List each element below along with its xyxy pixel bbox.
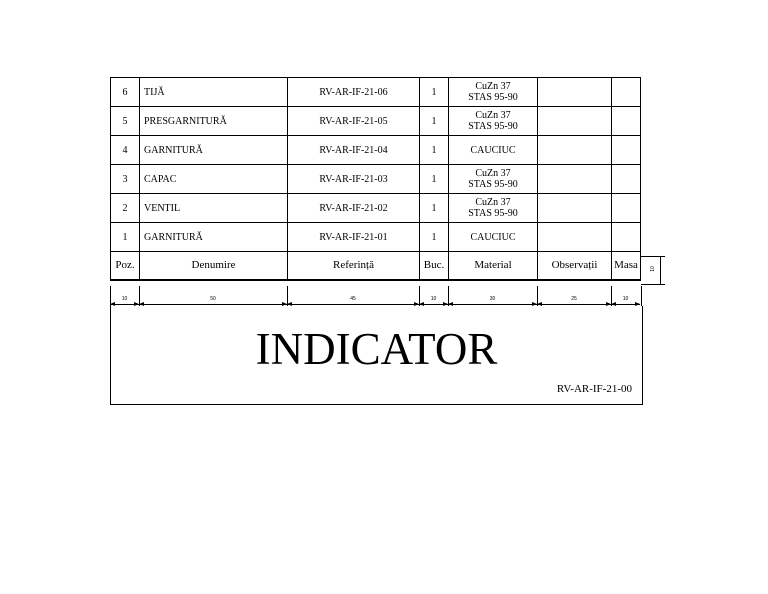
- part-position: 3: [111, 165, 140, 194]
- row-height-dimension: [641, 256, 665, 285]
- table-header-row: [111, 252, 641, 281]
- dimension-label: 10: [622, 296, 629, 302]
- part-reference: RV-AR-IF-21-02: [288, 194, 420, 223]
- part-observations: [538, 107, 612, 136]
- table-row: [111, 78, 641, 107]
- dimension-segment: [110, 286, 139, 306]
- part-name: CAPAC: [140, 165, 288, 194]
- part-position: 4: [111, 136, 140, 165]
- part-observations: [538, 194, 612, 223]
- parts-list-table: [110, 77, 641, 281]
- part-reference: RV-AR-IF-21-05: [288, 107, 420, 136]
- dimension-label: 10: [121, 296, 128, 302]
- extension-line: [110, 286, 111, 306]
- title-block: [110, 306, 643, 405]
- extension-line: [537, 286, 538, 306]
- header-name: Denumire: [140, 252, 288, 281]
- dimension-label: 50: [210, 296, 216, 302]
- part-name: PRESGARNITURĂ: [140, 107, 288, 136]
- header-quantity: Buc.: [420, 252, 449, 281]
- header-reference: Referință: [288, 252, 420, 281]
- table-row: [111, 136, 641, 165]
- dimension-segment: [139, 286, 287, 306]
- part-position: 6: [111, 78, 140, 107]
- drawing-code: RV-AR-IF-21-00: [556, 383, 632, 395]
- part-material-line-2: STAS 95-90: [468, 121, 518, 132]
- part-mass: [612, 165, 641, 194]
- part-quantity: 1: [420, 165, 449, 194]
- table-row: [111, 107, 641, 136]
- extension-line: [287, 286, 288, 306]
- row-height-label: 10: [649, 266, 656, 272]
- part-material: [449, 223, 538, 252]
- part-name: VENTIL: [140, 194, 288, 223]
- part-observations: [538, 165, 612, 194]
- part-material: [449, 165, 538, 194]
- header-mass: Masa: [612, 252, 641, 281]
- dimension-segment: [287, 286, 419, 306]
- table-row: [111, 223, 641, 252]
- part-observations: [538, 136, 612, 165]
- extension-line: [448, 286, 449, 306]
- part-quantity: 1: [420, 223, 449, 252]
- extension-line: [139, 286, 140, 306]
- part-material-line-2: STAS 95-90: [468, 92, 518, 103]
- part-quantity: 1: [420, 194, 449, 223]
- dimension-segment: [611, 286, 640, 306]
- part-quantity: 1: [420, 136, 449, 165]
- part-reference: RV-AR-IF-21-06: [288, 78, 420, 107]
- part-material-line-2: STAS 95-90: [468, 208, 518, 219]
- table-row: [111, 165, 641, 194]
- dimension-label: 45: [350, 296, 356, 302]
- header-observations: Observații: [538, 252, 612, 281]
- part-material-line-1: CuZn 37: [475, 197, 511, 208]
- part-observations: [538, 223, 612, 252]
- part-mass: [612, 107, 641, 136]
- part-reference: RV-AR-IF-21-03: [288, 165, 420, 194]
- part-name: GARNITURĂ: [140, 223, 288, 252]
- part-reference: RV-AR-IF-21-04: [288, 136, 420, 165]
- part-material: [449, 136, 538, 165]
- part-material-line-1: CuZn 37: [475, 110, 511, 121]
- table-row: [111, 194, 641, 223]
- dimension-label: 30: [489, 296, 496, 302]
- part-mass: [612, 223, 641, 252]
- part-material: [449, 78, 538, 107]
- header-position: Poz.: [111, 252, 140, 281]
- part-material-line-1: CAUCIUC: [470, 144, 516, 156]
- part-material-line-1: CuZn 37: [475, 168, 511, 179]
- part-mass: [612, 78, 641, 107]
- part-material: [449, 107, 538, 136]
- extension-line: [611, 286, 612, 306]
- part-quantity: 1: [420, 78, 449, 107]
- part-mass: [612, 136, 641, 165]
- part-reference: RV-AR-IF-21-01: [288, 223, 420, 252]
- extension-line: [419, 286, 420, 306]
- header-material: Material: [449, 252, 538, 281]
- drawing-title: INDICATOR: [255, 324, 498, 374]
- dimension-label: 25: [571, 296, 577, 302]
- part-material-line-1: CuZn 37: [475, 81, 511, 92]
- part-material-line-2: STAS 95-90: [468, 179, 518, 190]
- part-name: GARNITURĂ: [140, 136, 288, 165]
- part-position: 1: [111, 223, 140, 252]
- column-width-dimensions: [110, 286, 642, 306]
- part-material: [449, 194, 538, 223]
- part-material-line-1: CAUCIUC: [470, 231, 516, 243]
- dimension-label: 10: [430, 296, 437, 302]
- dimension-segment: [448, 286, 537, 306]
- dimension-segment: [419, 286, 448, 306]
- part-position: 5: [111, 107, 140, 136]
- part-position: 2: [111, 194, 140, 223]
- part-name: TIJĂ: [140, 78, 288, 107]
- part-mass: [612, 194, 641, 223]
- dimension-segment: [537, 286, 611, 306]
- part-observations: [538, 78, 612, 107]
- part-quantity: 1: [420, 107, 449, 136]
